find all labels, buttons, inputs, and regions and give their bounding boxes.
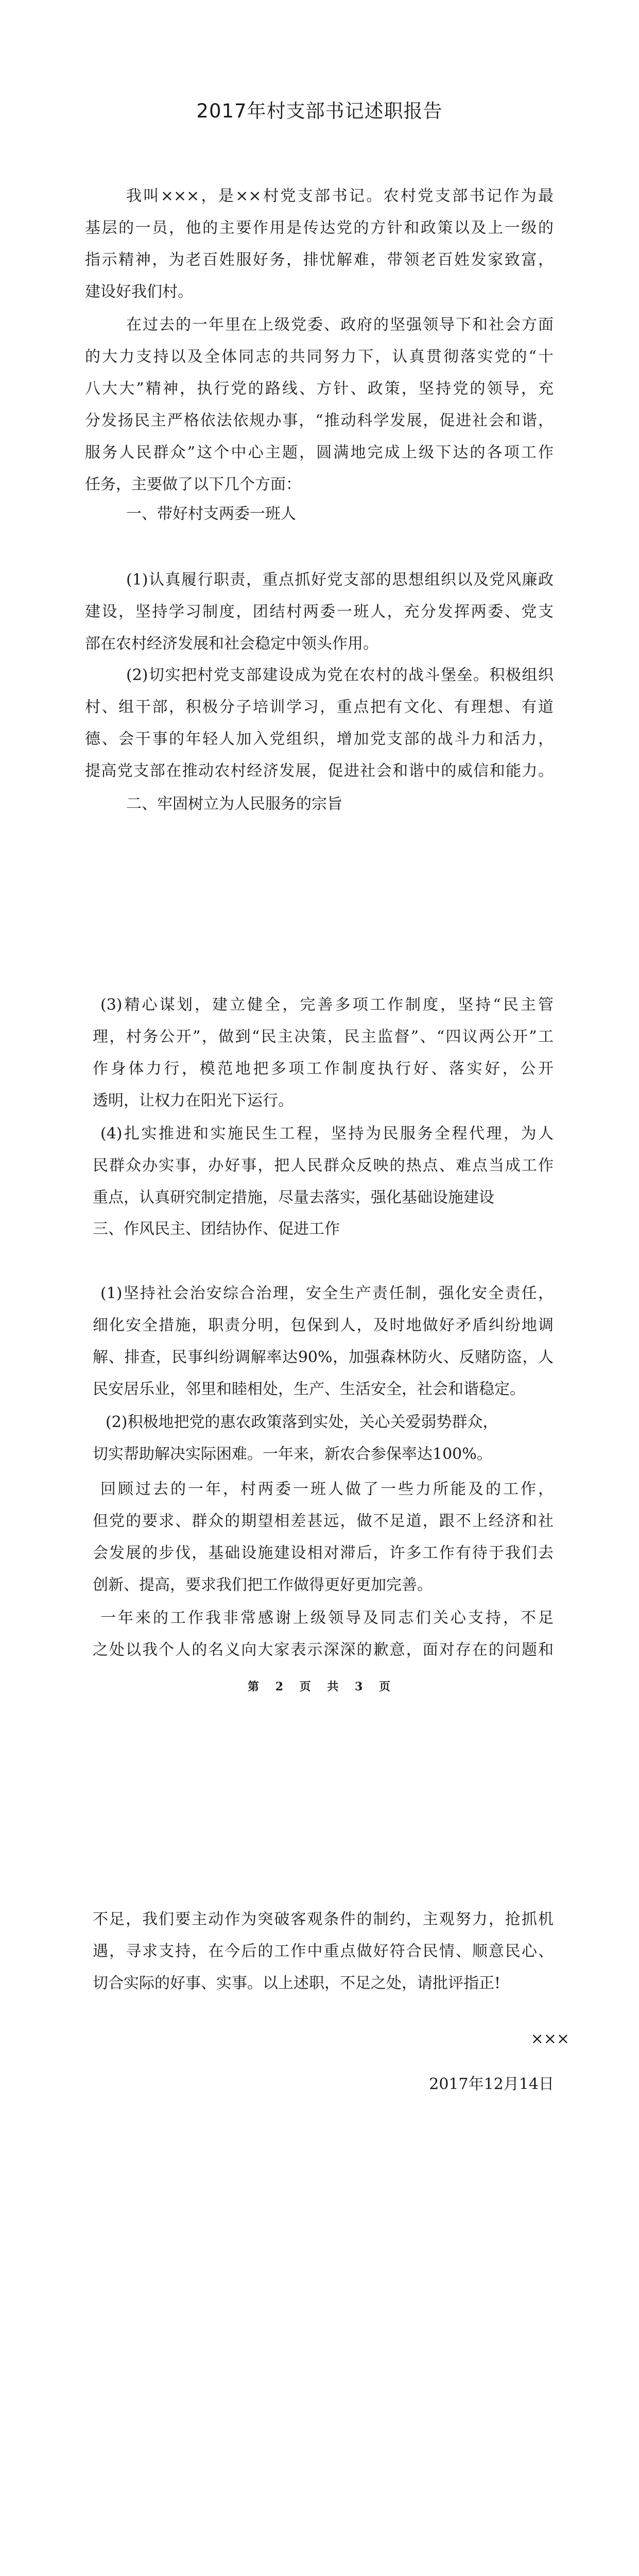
text-line: 细化安全措施，职责分明，包保到人，及时地做好矛盾纠纷地调 [93, 1316, 554, 1334]
text-line: 我叫×××，是××村党支部书记。农村党支部书记作为最 [126, 187, 554, 205]
report-date: 2017年12月14日 [429, 2075, 554, 2093]
text-line: (4)扎实推进和实施民生工程，坚持为民服务全程代理，为人 [100, 1125, 554, 1143]
text-line: 之处以我个人的名义向大家表示深深的歉意，面对存在的问题和 [93, 1641, 554, 1659]
text-line: 的大力支持以及全体同志的共同努力下，认真贯彻落实党的“十 [85, 348, 554, 366]
text-line: 切合实际的好事、实事。以上述职，不足之处，请批评指正! [93, 1974, 501, 1992]
text-line: 不足，我们要主动作为突破客观条件的制约，主观努力，抢抓机 [93, 1910, 554, 1928]
text-line: 基层的一员，他的主要作用是传达党的方针和政策以及上一级的 [85, 219, 554, 237]
text-line: 指示精神，为老百姓服好务，排忧解难，带领老百姓发家致富， [85, 251, 554, 269]
text-line: 民安居乐业，邻里和睦相处，生产、生活安全，社会和谐稳定。 [93, 1380, 525, 1398]
text-line: (1)认真履行职责，重点抓好党支部的思想组织以及党风廉政 [126, 571, 554, 589]
text-line: 提高党支部在推动农村经济发展，促进社会和谐中的威信和能力。 [85, 762, 554, 780]
thanks-paragraph [93, 1602, 554, 1666]
item-3-paragraph [93, 989, 554, 1117]
text-line: 任务，主要做了以下几个方面： [85, 476, 301, 494]
item-1-paragraph [85, 564, 554, 660]
item-4-paragraph [93, 1118, 554, 1214]
item-6-paragraph [93, 1406, 554, 1470]
text-line: 解、排查，民事纠纷调解率达90%，加强森林防火、反赌防盗，人 [93, 1348, 554, 1366]
heading-text: 一、带好村支两委一班人 [126, 505, 296, 523]
closing-paragraph [93, 1904, 554, 1999]
text-line: 创新、提高，要求我们把工作做得更好更加完善。 [93, 1576, 433, 1594]
item-5-paragraph [93, 1278, 554, 1405]
text-line: 一年来的工作我非常感谢上级领导及同志们关心支持，不足 [100, 1609, 554, 1627]
text-line: (1)坚持社会治安综合治理，安全生产责任制，强化安全责任， [100, 1284, 554, 1302]
text-line: 透明，让权力在阳光下运行。 [93, 1092, 293, 1110]
text-line: 民群众办实事，办好事，把人民群众反映的热点、难点当成工作 [93, 1157, 554, 1175]
text-line: 回顾过去的一年，村两委一班人做了一些力所能及的工作， [100, 1480, 554, 1498]
text-line: 重点，认真研究制定措施，尽量去落实，强化基础设施建设 [93, 1189, 494, 1207]
text-line: 理，村务公开”，做到“民主决策，民主监督”、“四议两公开”工 [93, 1028, 554, 1046]
text-line: 村、组干部，积极分子培训学习，重点把有文化、有理想、有道 [85, 698, 554, 716]
text-line: 切实帮助解决实际困难。一年来，新农合参保率达100%。 [93, 1445, 492, 1463]
text-line: 建设好我们村。 [85, 283, 193, 301]
text-line: 会发展的步伐，基础设施建设相对滞后，许多工作有待于我们去 [93, 1544, 554, 1562]
intro-paragraph [85, 180, 554, 308]
item-2-paragraph [85, 659, 554, 787]
text-line: (2)切实把村党支部建设成为党在农村的战斗堡垒。积极组织 [126, 666, 554, 684]
section-heading-2 [85, 788, 554, 820]
heading-text: 二、牢固树立为人民服务的宗旨 [126, 795, 342, 813]
text-line: 在过去的一年里在上级党委、政府的坚强领导下和社会方面 [126, 316, 554, 334]
text-line: 部在农村经济发展和社会稳定中领头作用。 [85, 635, 378, 653]
section-heading-3 [93, 1213, 554, 1245]
text-line: 八大大”精神，执行党的路线、方针、政策，坚持党的领导，充 [85, 380, 554, 398]
section-heading-1 [85, 498, 554, 530]
summary-paragraph [85, 309, 554, 501]
text-line: 但党的要求、群众的期望相差甚远，做不足道，跟不上经济和社 [93, 1512, 554, 1530]
heading-text: 三、作风民主、团结协作、促进工作 [93, 1220, 340, 1238]
text-line: 分发扬民主严格依法依规办事，“推动科学发展，促进社会和谐， [85, 412, 554, 430]
page-footer: 第 2 页 共 3 页 [248, 1680, 391, 1693]
document-title: 2017年村支部书记述职报告 [196, 99, 443, 122]
signature: ××× [530, 2030, 569, 2048]
review-paragraph [93, 1473, 554, 1601]
text-line: 德、会干事的年轻人加入党组织，增加党支部的战斗力和活力， [85, 730, 554, 748]
text-line: (3)精心谋划，建立健全，完善多项工作制度，坚持“民主管 [100, 996, 554, 1014]
text-line: 遇，寻求支持，在今后的工作中重点做好符合民情、顺意民心、 [93, 1942, 554, 1960]
text-line: 建设，坚持学习制度，团结村两委一班人，充分发挥两委、党支 [85, 603, 554, 621]
text-line: (2)积极地把党的惠农政策落到实处，关心关爱弱势群众， [106, 1413, 498, 1431]
text-line: 服务人民群众”这个中心主题，圆满地完成上级下达的各项工作 [85, 444, 554, 462]
text-line: 作身体力行，模范地把多项工作制度执行好、落实好，公开 [93, 1060, 554, 1078]
